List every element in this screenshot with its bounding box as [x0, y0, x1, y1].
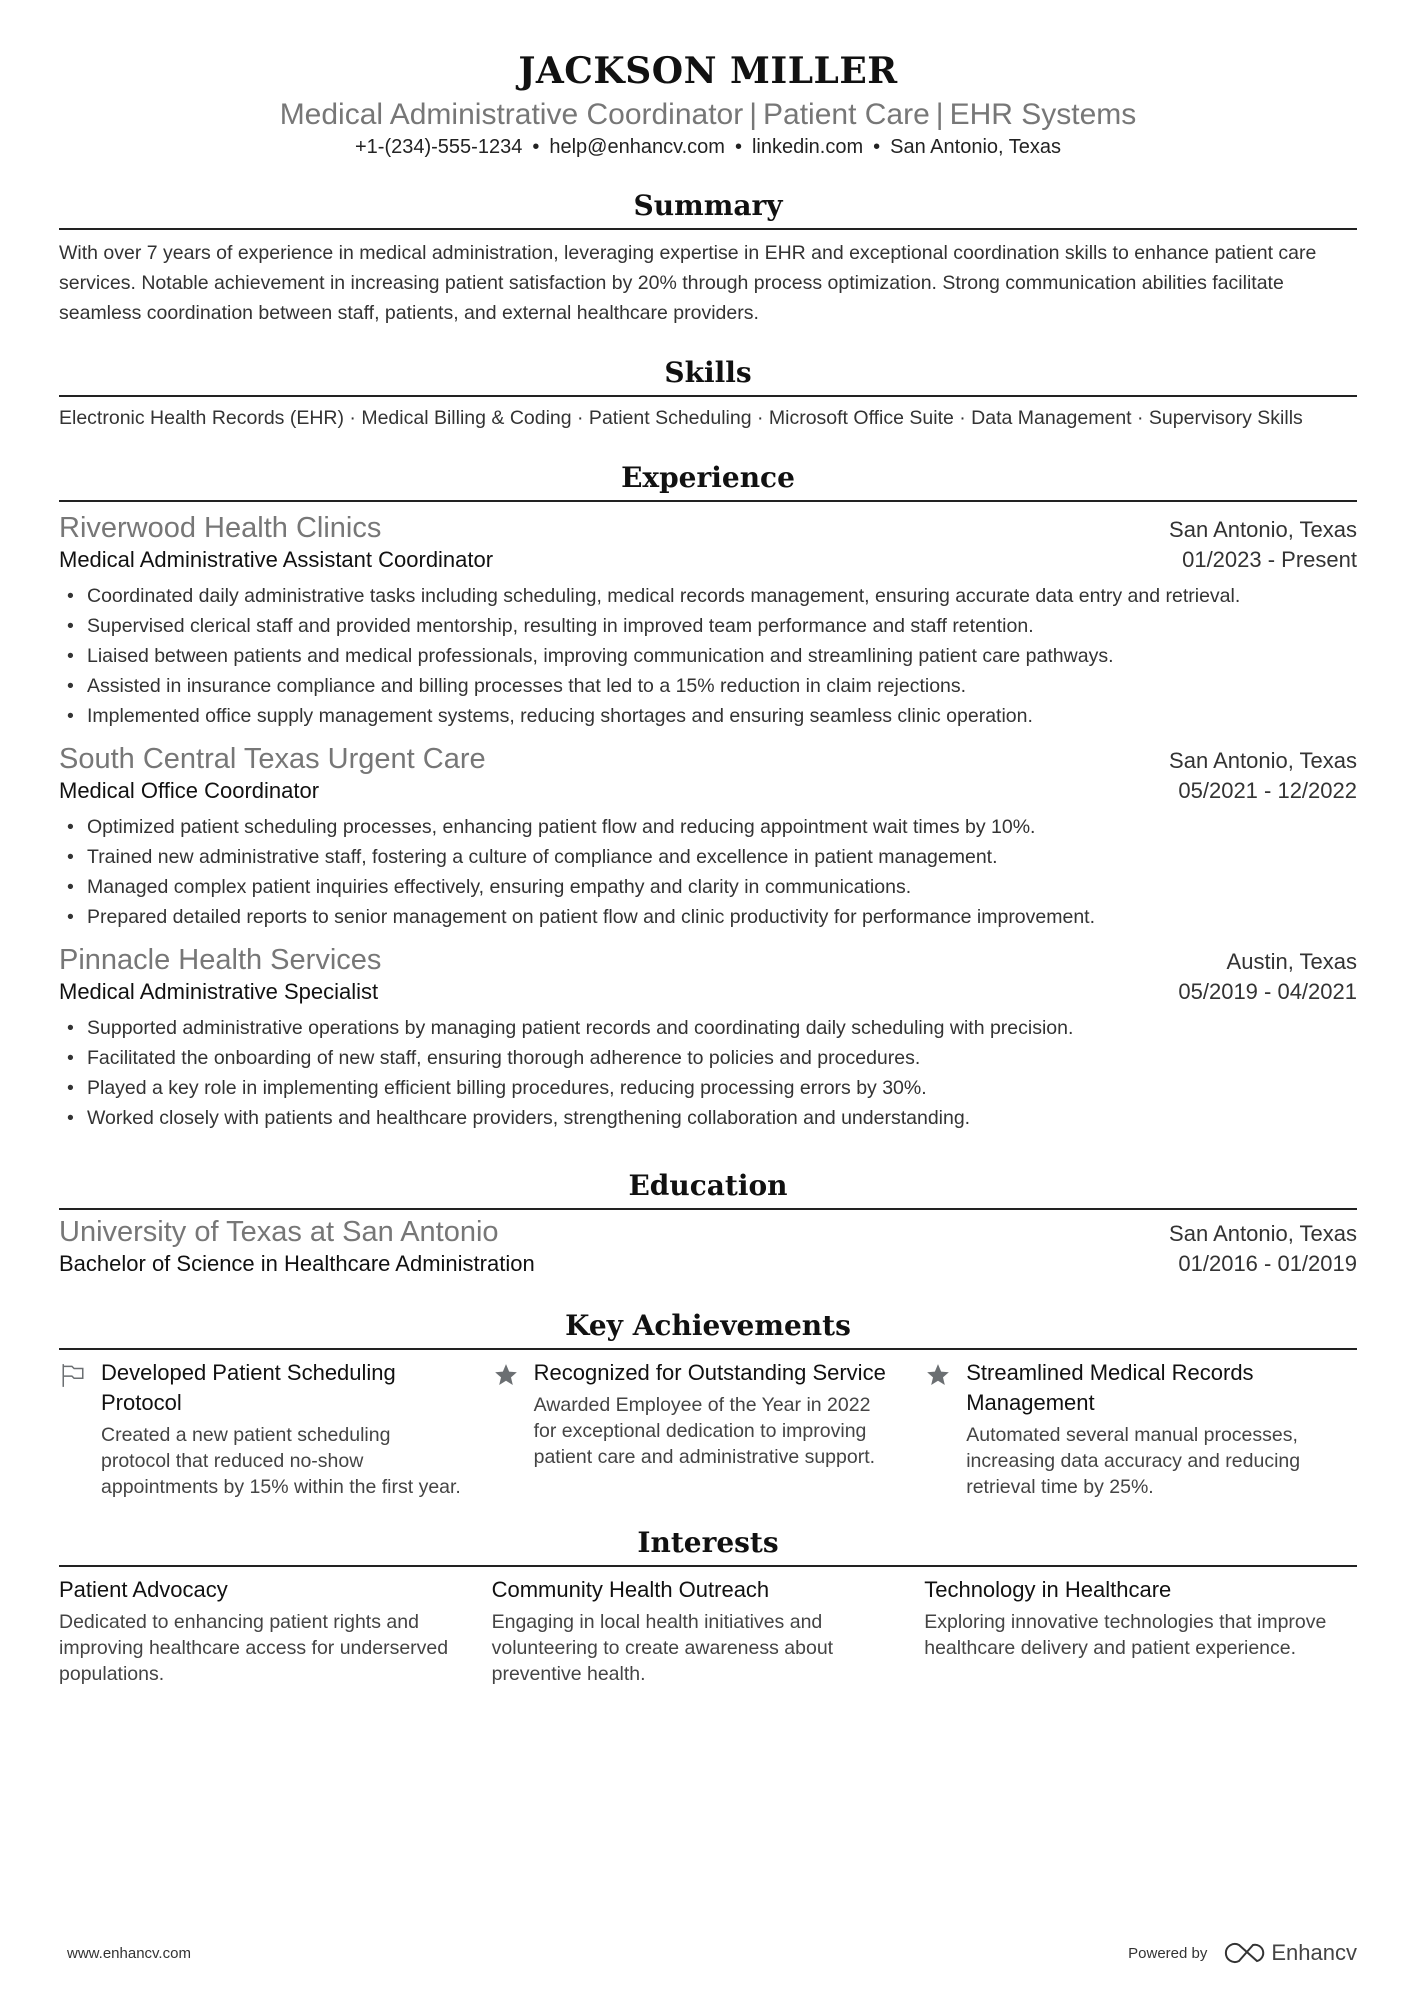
job-title: Medical Administrative Specialist: [59, 979, 379, 1004]
bullet-item: • Assisted in insurance compliance and billing processes that led to a 15% reduction in claim rejections.: [59, 671, 1357, 701]
brand-name: Enhancv: [1271, 1940, 1357, 1965]
job-dates: 01/2023 - Present: [1182, 547, 1357, 572]
job-dates: 05/2019 - 04/2021: [1178, 979, 1357, 1004]
bullet-item: • Implemented office supply management systems, reducing shortages and ensuring seamless clinic operation.: [59, 701, 1357, 731]
achievement-content: [966, 1358, 1329, 1500]
achievement-description: Automated several manual processes, increasing data accuracy and reducing retrieval time by 25%.: [966, 1424, 1301, 1498]
achievement-title: Developed Patient Scheduling Protocol: [101, 1360, 396, 1415]
job-title: Medical Office Coordinator: [59, 778, 320, 803]
achievement-content: [534, 1358, 897, 1500]
separator: •: [734, 136, 742, 158]
section-heading-interests: Interests: [59, 1526, 1357, 1567]
summary-text: With over 7 years of experience in medical administration, leveraging expertise in EHR and exceptional coordination skills to enhance patient care services. Notable achievement in increasing patient satisfaction by 20% through process optimization. Strong communication abilities facilitate seamless coordination between staff, patients, and external healthcare providers.: [59, 242, 1317, 324]
achievement-item: [924, 1358, 1357, 1500]
achievement-content: [101, 1358, 464, 1500]
separator: |: [749, 98, 758, 131]
job-bullets: [59, 1013, 1357, 1133]
education-dates: 01/2016 - 01/2019: [1178, 1251, 1357, 1276]
job-title: Medical Administrative Assistant Coordinator: [59, 547, 494, 572]
section-heading-summary: Summary: [59, 189, 1357, 230]
headline-part: EHR Systems: [949, 98, 1137, 131]
bullet-item: • Supervised clerical staff and provided mentorship, resulting in improved team performance and staff retention.: [59, 611, 1357, 641]
job-subheader: [59, 979, 1357, 1005]
achievement-description: Awarded Employee of the Year in 2022 for exceptional dedication to improving patient care and administrative support.: [533, 1394, 876, 1468]
school-location: San Antonio, Texas: [1169, 1221, 1357, 1246]
bullet-item: • Optimized patient scheduling processes, enhancing patient flow and reducing appointment wait times by 10%.: [59, 812, 1357, 842]
enhancv-logo: [1219, 1940, 1357, 1966]
job-header: [59, 512, 1357, 545]
linkedin-link[interactable]: linkedin.com: [751, 136, 864, 158]
job-entry: [59, 512, 1357, 731]
interest-description: Exploring innovative technologies that improve healthcare delivery and patient experience.: [924, 1611, 1327, 1659]
separator: |: [935, 98, 944, 131]
website-link[interactable]: www.enhancv.com: [67, 1944, 191, 1962]
achievement-title: Recognized for Outstanding Service: [533, 1360, 886, 1385]
bullet-item: • Worked closely with patients and healthcare providers, strengthening collaboration and understanding.: [59, 1103, 1357, 1133]
interest-description: Dedicated to enhancing patient rights and improving healthcare access for underserved populations.: [59, 1611, 449, 1685]
powered-by: [1128, 1940, 1357, 1966]
achievement-description: Created a new patient scheduling protocol that reduced no-show appointments by 15% within the first year.: [101, 1424, 461, 1498]
section-heading-skills: Skills: [59, 356, 1357, 397]
enhancv-logo-icon: [1219, 1941, 1265, 1965]
bullet-item: • Liaised between patients and medical professionals, improving communication and streamlining patient care pathways.: [59, 641, 1357, 671]
separator: •: [532, 136, 540, 158]
email-link[interactable]: help@enhancv.com: [549, 136, 725, 158]
company-name: Pinnacle Health Services: [59, 944, 382, 976]
location: San Antonio, Texas: [890, 136, 1062, 158]
bullet-item: • Coordinated daily administrative tasks including scheduling, medical records management, ensuring accurate data entry and retrieval.: [59, 581, 1357, 611]
company-name: South Central Texas Urgent Care: [59, 743, 486, 775]
job-dates: 05/2021 - 12/2022: [1178, 778, 1357, 803]
job-header: [59, 944, 1357, 977]
job-entry: [59, 944, 1357, 1133]
education-entry: [59, 1216, 1357, 1277]
separator: •: [873, 136, 881, 158]
bullet-item: • Trained new administrative staff, fostering a culture of compliance and excellence in patient management.: [59, 842, 1357, 872]
job-location: San Antonio, Texas: [1169, 748, 1357, 773]
section-heading-education: Education: [59, 1169, 1357, 1210]
resume-page: [59, 0, 1357, 1687]
star-icon: [924, 1358, 966, 1500]
job-subheader: [59, 547, 1357, 573]
interests-list: [59, 1575, 1357, 1687]
interest-title: Community Health Outreach: [491, 1577, 770, 1602]
job-bullets: [59, 812, 1357, 932]
headline-part: Medical Administrative Coordinator: [279, 98, 744, 131]
job-entry: [59, 743, 1357, 932]
bullet-item: • Managed complex patient inquiries effectively, ensuring empathy and clarity in communications.: [59, 872, 1357, 902]
section-heading-achievements: Key Achievements: [59, 1309, 1357, 1350]
company-name: Riverwood Health Clinics: [59, 512, 382, 544]
job-location: San Antonio, Texas: [1169, 517, 1357, 542]
experience-list: [59, 512, 1357, 1133]
interest-title: Patient Advocacy: [59, 1577, 228, 1602]
job-subheader: [59, 778, 1357, 804]
candidate-name: JACKSON MILLER: [518, 50, 898, 92]
job-location: Austin, Texas: [1226, 949, 1357, 974]
school-name: University of Texas at San Antonio: [59, 1216, 499, 1248]
contact-line: [59, 136, 1357, 159]
bullet-item: • Facilitated the onboarding of new staff, ensuring thorough adherence to policies and procedures.: [59, 1043, 1357, 1073]
degree: Bachelor of Science in Healthcare Administration: [59, 1251, 535, 1276]
bullet-item: • Played a key role in implementing efficient billing procedures, reducing processing errors by 30%.: [59, 1073, 1357, 1103]
headline: [59, 98, 1357, 132]
achievement-item: [59, 1358, 492, 1500]
powered-by-label: Powered by: [1128, 1944, 1208, 1962]
phone: +1-(234)-555-1234: [354, 136, 523, 158]
flag-icon: [59, 1358, 101, 1500]
skills-text: Electronic Health Records (EHR) · Medical Billing & Coding · Patient Scheduling · Microsoft Office Suite · Data Management · Supervisory Skills: [59, 407, 1303, 429]
interest-item: [59, 1575, 492, 1687]
job-bullets: [59, 581, 1357, 731]
headline-part: Patient Care: [763, 98, 930, 131]
achievement-title: Streamlined Medical Records Management: [966, 1360, 1254, 1415]
bullet-item: • Prepared detailed reports to senior management on patient flow and clinic productivity for performance improvement.: [59, 902, 1357, 932]
job-header: [59, 743, 1357, 776]
footer: [67, 1940, 1357, 1966]
interest-description: Engaging in local health initiatives and volunteering to create awareness about preventive health.: [491, 1611, 834, 1685]
interest-title: Technology in Healthcare: [924, 1577, 1172, 1602]
achievements-list: [59, 1358, 1357, 1500]
bullet-item: • Supported administrative operations by managing patient records and coordinating daily scheduling with precision.: [59, 1013, 1357, 1043]
achievement-item: [492, 1358, 925, 1500]
interest-item: [492, 1575, 925, 1687]
interest-item: [924, 1575, 1357, 1687]
section-heading-experience: Experience: [59, 461, 1357, 502]
star-icon: [492, 1358, 534, 1500]
